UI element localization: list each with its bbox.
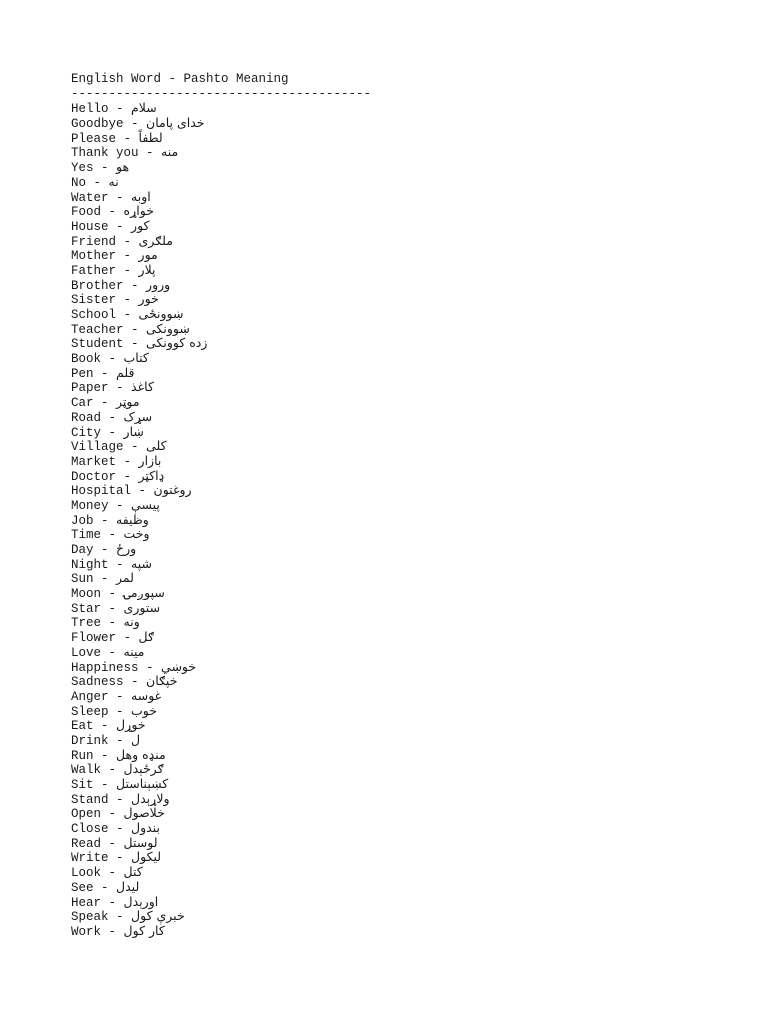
list-item <box>71 895 371 910</box>
english-word: Hear <box>71 895 102 910</box>
list-item <box>71 542 371 557</box>
english-word: Speak <box>71 910 109 925</box>
entry-separator: - <box>123 278 147 293</box>
entry-separator: - <box>108 704 132 719</box>
entry-separator: - <box>138 660 162 675</box>
entry-separator: - <box>116 263 139 278</box>
english-word: Book <box>71 352 102 367</box>
english-word: Job <box>71 513 94 528</box>
pashto-meaning: ستوری <box>123 599 161 615</box>
pashto-meaning: ګرځېدل <box>123 761 164 777</box>
english-word: Drink <box>71 733 109 748</box>
list-item <box>71 410 371 425</box>
entry-separator: - <box>108 381 132 396</box>
english-word: Open <box>71 807 102 822</box>
entry-separator: - <box>116 249 139 264</box>
english-word: Run <box>71 748 94 763</box>
pashto-meaning: خوب <box>131 702 157 718</box>
entry-separator: - <box>108 792 132 807</box>
entry-separator: - <box>93 880 117 895</box>
list-item <box>71 748 371 763</box>
pashto-meaning: ښوونځی <box>138 306 184 321</box>
list-item <box>71 586 371 601</box>
english-word: Love <box>71 645 102 660</box>
list-item <box>71 527 371 542</box>
list-item <box>71 836 371 851</box>
entry-separator: - <box>101 866 124 881</box>
list-item <box>71 645 371 660</box>
entry-separator: - <box>108 557 132 572</box>
list-item <box>71 454 371 469</box>
english-word: House <box>71 219 109 234</box>
pashto-meaning: قلم <box>116 364 135 380</box>
entry-separator: - <box>108 910 132 925</box>
list-item <box>71 806 371 821</box>
pashto-meaning: لمر <box>116 570 134 586</box>
document-header: English Word - Pashto Meaning <box>71 72 289 86</box>
english-word: Mother <box>71 249 117 264</box>
english-word: Paper <box>71 381 109 396</box>
list-item <box>71 190 371 205</box>
english-word: City <box>71 425 102 440</box>
entry-separator: - <box>93 572 117 587</box>
pashto-meaning: ونه <box>123 614 140 630</box>
list-item <box>71 336 371 351</box>
entry-separator: - <box>108 102 132 117</box>
list-item <box>71 718 371 733</box>
pashto-meaning: ورور <box>146 276 171 292</box>
pashto-meaning: نه <box>108 173 119 189</box>
list-item <box>71 366 371 381</box>
list-item <box>71 219 371 234</box>
entry-separator: - <box>116 308 139 322</box>
english-word: Work <box>71 924 102 939</box>
english-word: School <box>71 308 117 322</box>
list-item <box>71 924 371 939</box>
english-word: Road <box>71 410 102 425</box>
entry-separator: - <box>93 396 117 411</box>
list-item <box>71 439 371 454</box>
pashto-meaning: خواړه <box>123 203 154 219</box>
entry-separator: - <box>101 895 124 910</box>
entry-separator: - <box>101 205 124 220</box>
pashto-meaning: ل <box>131 731 141 747</box>
pashto-meaning: وخت <box>123 526 150 542</box>
entry-separator: - <box>93 748 117 763</box>
english-word: Sun <box>71 572 94 587</box>
english-word: Eat <box>71 719 94 734</box>
pashto-meaning: اوبه <box>131 188 151 204</box>
english-word: Time <box>71 528 102 543</box>
entry-separator: - <box>101 924 124 939</box>
list-item <box>71 850 371 865</box>
pashto-meaning: لوستل <box>123 834 158 850</box>
entry-separator: - <box>116 293 139 308</box>
pashto-meaning: غوسه <box>131 687 162 703</box>
list-item <box>71 498 371 513</box>
pashto-meaning: وظیفه <box>116 511 149 527</box>
list-item <box>71 704 371 719</box>
english-word: Market <box>71 454 117 469</box>
pashto-meaning: سلام <box>131 100 157 116</box>
list-item <box>71 425 371 440</box>
list-item <box>71 160 371 175</box>
entry-separator: - <box>108 219 132 234</box>
pashto-meaning: ښار <box>123 423 144 439</box>
list-item <box>71 278 371 293</box>
list-item <box>71 248 371 263</box>
list-item <box>71 777 371 792</box>
pashto-meaning: کتاب <box>123 350 149 366</box>
entry-separator: - <box>108 822 132 837</box>
entry-separator: - <box>101 836 124 851</box>
pashto-meaning: مینه <box>123 643 145 659</box>
pashto-meaning: کتل <box>123 864 143 880</box>
list-item <box>71 630 371 645</box>
pashto-meaning: خوړل <box>116 717 146 733</box>
list-item <box>71 175 371 190</box>
english-word: Student <box>71 337 124 352</box>
pashto-meaning: بندول <box>131 820 160 836</box>
list-item <box>71 483 371 498</box>
pashto-meaning: ښوونکی <box>146 320 190 336</box>
list-item <box>71 263 371 278</box>
entry-separator: - <box>101 645 124 660</box>
list-item <box>71 674 371 689</box>
pashto-meaning: روغتون <box>153 482 192 498</box>
english-word: Moon <box>71 587 102 602</box>
list-item <box>71 733 371 748</box>
english-word: Teacher <box>71 322 124 337</box>
list-item <box>71 909 371 924</box>
pashto-meaning: ګل <box>138 629 154 645</box>
english-word: Please <box>71 131 117 146</box>
english-word: Sit <box>71 778 94 792</box>
entry-separator: - <box>131 484 154 499</box>
entry-separator: - <box>123 440 147 455</box>
entry-separator: - <box>101 616 124 631</box>
entry-separator: - <box>108 190 132 205</box>
list-item <box>71 689 371 704</box>
pashto-meaning: خبرې کول <box>131 908 185 924</box>
english-word: Goodbye <box>71 117 124 132</box>
english-word: Water <box>71 190 109 205</box>
list-item <box>71 395 371 410</box>
english-word: Pen <box>71 366 94 381</box>
pashto-meaning: کلی <box>146 438 167 454</box>
list-item <box>71 513 371 528</box>
english-word: See <box>71 880 94 895</box>
english-word: Close <box>71 822 109 837</box>
english-word: Village <box>71 440 124 455</box>
pashto-meaning: خدای پامان <box>146 115 205 131</box>
english-word: Hospital <box>71 484 132 499</box>
english-word: Yes <box>71 161 94 176</box>
entry-separator: - <box>86 175 109 190</box>
entry-separator: - <box>93 513 117 528</box>
pashto-meaning: زده کوونکی <box>146 335 208 351</box>
english-word: Anger <box>71 689 109 704</box>
pashto-meaning: پیسې <box>131 496 160 512</box>
english-word: Stand <box>71 792 109 807</box>
entry-separator: - <box>93 161 117 176</box>
english-word: Day <box>71 543 94 557</box>
english-word: Flower <box>71 631 117 646</box>
list-item <box>71 131 371 146</box>
entry-separator: - <box>138 146 162 161</box>
pashto-meaning: مور <box>138 247 158 263</box>
list-item <box>71 762 371 777</box>
pashto-meaning: لیدل <box>116 878 140 894</box>
english-word: Write <box>71 851 109 866</box>
pashto-meaning: ورځ <box>116 541 137 556</box>
list-item <box>71 101 371 116</box>
list-item <box>71 234 371 249</box>
pashto-meaning: اورېدل <box>123 893 159 909</box>
pashto-meaning: خپګان <box>146 673 178 689</box>
list-item <box>71 571 371 586</box>
pashto-meaning: هو <box>116 159 130 175</box>
pashto-meaning: بازار <box>138 452 162 468</box>
pashto-meaning: موټر <box>116 394 140 410</box>
entry-separator: - <box>93 719 117 734</box>
english-word: Hello <box>71 102 109 117</box>
entry-separator: - <box>108 851 132 866</box>
entry-separator: - <box>123 322 147 337</box>
english-word: Tree <box>71 616 102 631</box>
english-word: Father <box>71 263 117 278</box>
pashto-meaning: خلاصول <box>123 805 165 821</box>
pashto-meaning: لطفاً <box>138 129 163 145</box>
entry-separator: - <box>108 689 132 704</box>
list-item <box>71 469 371 484</box>
entry-separator: - <box>123 117 147 132</box>
list-item <box>71 351 371 366</box>
list-item <box>71 660 371 675</box>
list-item <box>71 307 371 322</box>
entry-separator: - <box>101 528 124 543</box>
entry-separator: - <box>116 131 139 146</box>
english-word: Car <box>71 396 94 411</box>
pashto-meaning: خوښي <box>161 658 197 674</box>
english-word: Look <box>71 866 102 881</box>
pashto-meaning: منه <box>161 144 179 160</box>
english-word: Happiness <box>71 660 139 675</box>
english-word: Star <box>71 601 102 616</box>
pashto-meaning: سپوږمۍ <box>123 585 165 601</box>
entry-separator: - <box>93 778 117 792</box>
list-item <box>71 145 371 160</box>
english-word: Food <box>71 205 102 220</box>
entry-list <box>71 101 371 938</box>
list-item <box>71 865 371 880</box>
entry-separator: - <box>101 410 124 425</box>
list-item <box>71 615 371 630</box>
list-item <box>71 821 371 836</box>
pashto-meaning: خور <box>138 291 159 307</box>
entry-separator: - <box>123 675 147 690</box>
entry-separator: - <box>108 498 132 513</box>
pashto-meaning: ډاکټر <box>138 467 165 483</box>
english-word: Brother <box>71 278 124 293</box>
pashto-meaning: کاغذ <box>131 379 154 395</box>
pashto-meaning: کور <box>131 217 150 233</box>
vocabulary-document <box>71 72 371 939</box>
entry-separator: - <box>108 733 132 748</box>
entry-separator: - <box>116 469 139 484</box>
entry-separator: - <box>116 234 139 249</box>
entry-separator: - <box>101 601 124 616</box>
pashto-meaning: لیکول <box>131 849 162 865</box>
entry-separator: - <box>101 352 124 367</box>
pashto-meaning: شپه <box>131 555 152 571</box>
entry-separator: - <box>116 454 139 469</box>
list-item <box>71 557 371 572</box>
list-item <box>71 116 371 131</box>
english-word: Sleep <box>71 704 109 719</box>
list-item <box>71 204 371 219</box>
pashto-meaning: منډه وهل <box>116 746 166 762</box>
entry-separator: - <box>101 763 124 778</box>
list-item <box>71 322 371 337</box>
entry-separator: - <box>101 425 124 440</box>
pashto-meaning: کښېناستل <box>116 776 169 791</box>
entry-separator: - <box>93 543 117 557</box>
pashto-meaning: کار کول <box>123 922 165 938</box>
list-item <box>71 380 371 395</box>
list-item <box>71 292 371 307</box>
english-word: Doctor <box>71 469 117 484</box>
english-word: Sadness <box>71 675 124 690</box>
entry-separator: - <box>123 337 147 352</box>
english-word: Night <box>71 557 109 572</box>
english-word: Money <box>71 498 109 513</box>
pashto-meaning: ملګری <box>138 232 173 248</box>
header-separator: ---------------------------------------- <box>71 86 372 101</box>
english-word: Friend <box>71 234 117 249</box>
list-item <box>71 880 371 895</box>
entry-separator: - <box>93 366 117 381</box>
english-word: No <box>71 175 87 190</box>
english-word: Thank you <box>71 146 139 161</box>
list-item <box>71 792 371 807</box>
english-word: Walk <box>71 763 102 778</box>
pashto-meaning: سړک <box>123 408 153 424</box>
pashto-meaning: ولاړېدل <box>131 790 170 806</box>
english-word: Read <box>71 836 102 851</box>
entry-separator: - <box>101 807 124 822</box>
english-word: Sister <box>71 293 117 308</box>
list-item <box>71 601 371 616</box>
entry-separator: - <box>116 631 139 646</box>
entry-separator: - <box>101 587 124 602</box>
pashto-meaning: پلار <box>138 261 156 277</box>
